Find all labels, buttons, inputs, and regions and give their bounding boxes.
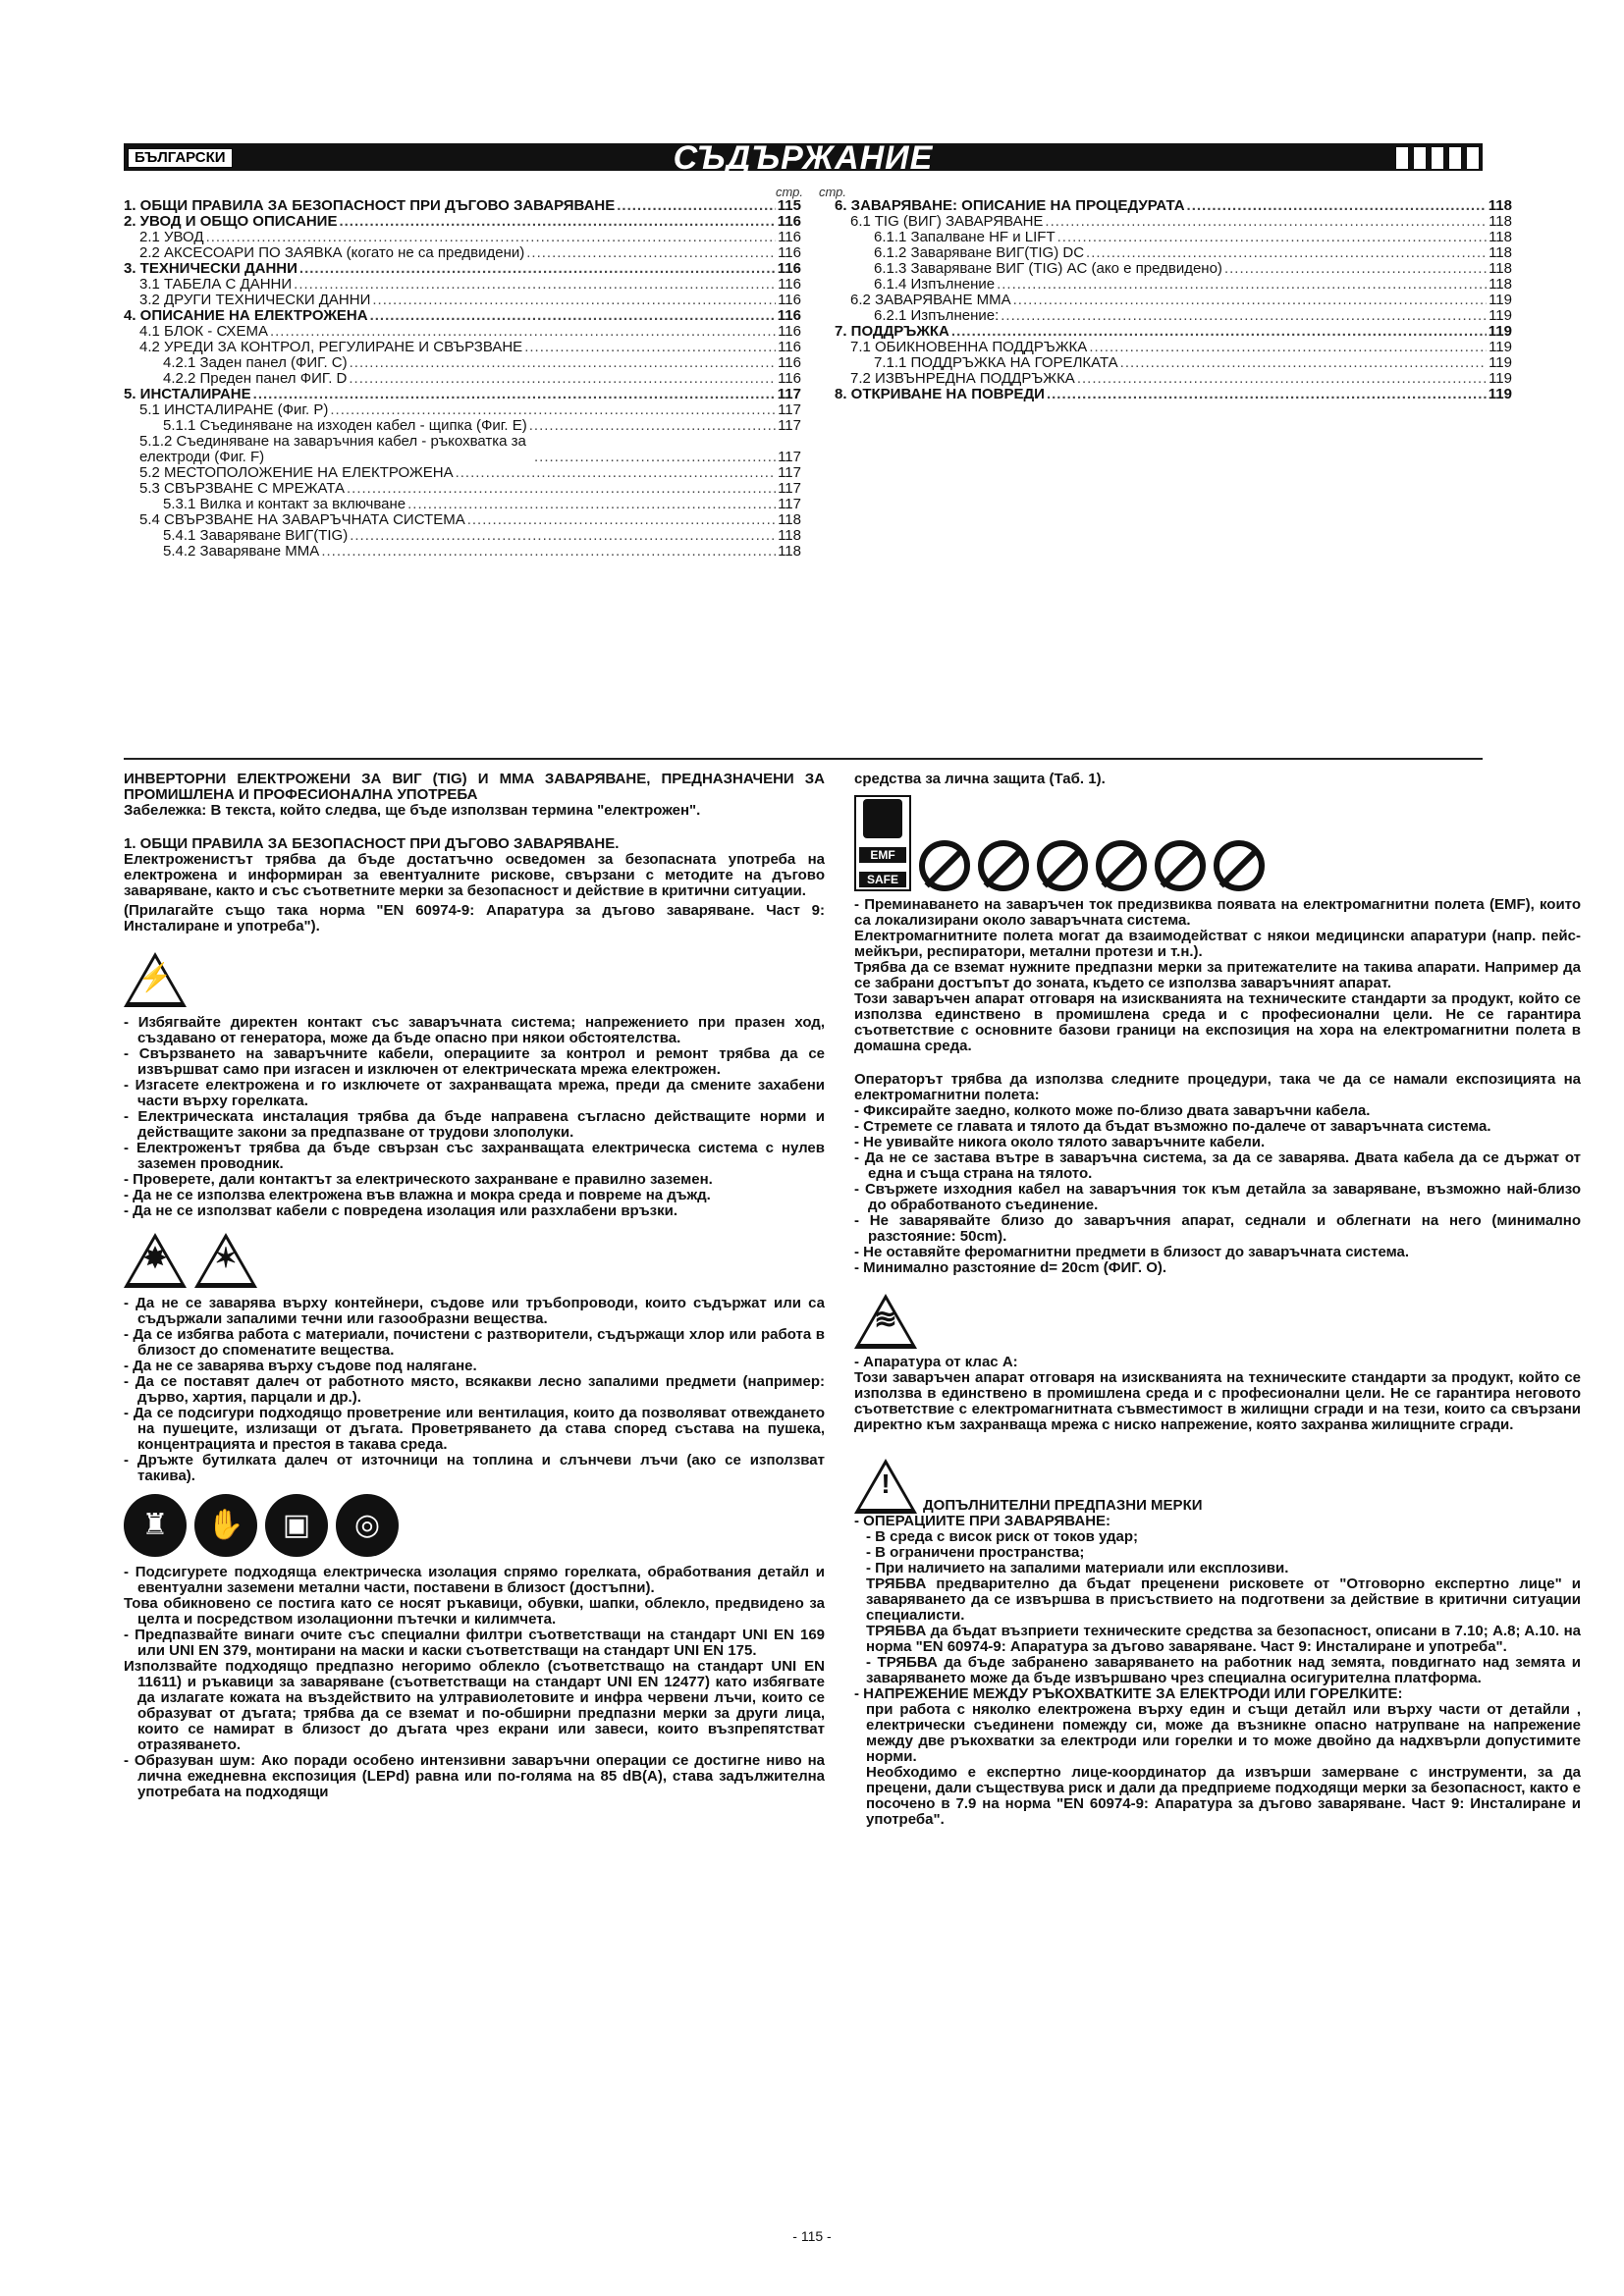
toc-entry <box>124 402 801 418</box>
toc-entry-page: 118 <box>778 527 801 544</box>
toc-entry-title: 3.2 ДРУГИ ТЕХНИЧЕСКИ ДАННИ <box>139 292 371 308</box>
header-bar <box>124 139 1483 177</box>
toc-entry <box>835 371 1512 387</box>
ops-paragraph: ТРЯБВА да бъдат възприети техническите средства за безопасност, описани в 7.10; A.8; A.10. на норма "EN 60974-9: Апаратура за дъговo заваряване. Част 9: Инсталиране и употреба". <box>866 1623 1581 1655</box>
toc-entry-page: 119 <box>1489 292 1512 308</box>
voltage-paragraph: Необходимо е експертно лице-координатор да извърши замерване с инструменти, за да прецени, дали съществува риск и дали да предприеме подходящи мерки за безопасност, както е посочено в 7.9 на норма "EN 60974-9: Апаратура за дъгово заваряване. Част 9: Инсталиране и употреба". <box>866 1764 1581 1828</box>
flammable-icon: ✶ <box>194 1233 257 1288</box>
toc-entry-title: 5.3.1 Вилка и контакт за включване <box>163 496 406 512</box>
class-a-icons <box>854 1294 1581 1349</box>
no-pacemaker-icon <box>919 840 970 891</box>
toc-entry-title: 6.1.4 Изпълнение <box>874 276 996 293</box>
safety-bullet: - Да не се използват кабели с повредена изолация или разхлабени връзки. <box>124 1202 677 1219</box>
toc-entry-title: 5. ИНСТАЛИРАНЕ <box>124 386 251 402</box>
ops-items <box>854 1529 1581 1576</box>
exclamation-warning-icon: ! <box>854 1459 917 1514</box>
safety-bullet: - Да не се заварява върху съдове под налягане. <box>124 1358 477 1374</box>
toc-left <box>124 198 801 560</box>
safety-bullet: - Проверете, дали контактът за електрическото захранване е правилно заземен. <box>124 1171 713 1188</box>
toc-entry-page: 119 <box>1488 323 1512 340</box>
toc-entry <box>124 261 801 277</box>
operator-bullet: - Свържете изходния кабел на заваръчния ток към детайла за заваряване, възможно най-близо до обработваното съединение. <box>854 1181 1581 1213</box>
toc-entry-title: 6.1.2 Заваряване ВИГ(TIG) DC <box>874 244 1085 261</box>
toc-entry <box>835 308 1512 324</box>
toc-entry <box>835 214 1512 230</box>
toc-entry-page: 117 <box>778 464 801 481</box>
safety-bullet: - Да не се заварява върху контейнери, съдове или тръбопроводи, които съдържат или са съдържали запалими течни или газообразни вещества. <box>124 1295 825 1327</box>
toc-entry-title: 4.2.1 Заден панел (ФИГ. C) <box>163 354 348 371</box>
toc-entry-title: 4. ОПИСАНИЕ НА ЕЛЕКТРОЖЕНА <box>124 307 368 324</box>
toc-entry-title: 6.1.1 Запалване HF и LIFT <box>874 229 1056 245</box>
toc-entry-page: 116 <box>777 307 801 324</box>
toc-entry-title: 6.1 TIG (ВИГ) ЗАВАРЯВАНЕ <box>850 213 1044 230</box>
no-metal-implants-icon <box>978 840 1029 891</box>
safety-bullet: - Да се поставят далеч от работното място, всякакви лесно запалими предмети (например: дърво, хартия, парцали и др.). <box>124 1373 825 1406</box>
emf-paragraph: Този заваръчен апарат отговаря на изискванията на техническите стандарти за продукт, който се използва единствено в промишлена среда и с професионални цели. Не се гарантира съответствие с основните базови граници на експозиция на хора на електромагнитни полета в домашна среда. <box>854 990 1581 1054</box>
operator-bullet: - Не заварявайте близо до заваръчния апарат, седнали и облегнати на него (минимално разстояние: 50cm). <box>854 1212 1581 1245</box>
toc-entry <box>124 497 801 512</box>
toc-page-label-right: стр. <box>819 185 847 199</box>
no-credit-card-icon <box>1096 840 1147 891</box>
toc-entry-title: 6. ЗАВАРЯВАНЕ: ОПИСАНИЕ НА ПРОЦЕДУРАТА <box>835 197 1185 214</box>
toc-entry-page: 116 <box>778 354 801 371</box>
toc-entry-title: 3.1 ТАБЕЛА С ДАННИ <box>139 276 293 293</box>
emf-paragraph: Електромагнитните полета могат да взаимодействат с някои медицински апаратури (напр. пейс-мейкъри, респиратори, метални протези и т.н.). <box>854 928 1581 960</box>
toc-entry <box>124 418 801 434</box>
safety-bullet: - Електрическата инсталация трябва да бъде направена съгласно действащите норми и действащите закони за предпазване от трудови злополуки. <box>124 1108 825 1141</box>
emf-text <box>854 897 1581 1054</box>
toc-entry <box>835 198 1512 214</box>
safety-bullet: - Избягвайте директен контакт със заваръчната система; напрежението при празен ход, създавано от генератора, може да бъде опасно при някои обстоятелства. <box>124 1014 825 1046</box>
toc-entry <box>124 245 801 261</box>
safety-bullet: Това обикновено се постига като се носят ръкавици, обувки, шапки, облекло, предвидено за целта и посредством изолационни пътечки и килимчета. <box>124 1595 825 1628</box>
emf-warning-icon: ≋ <box>854 1294 917 1349</box>
toc-entry <box>835 387 1512 402</box>
toc-entry-page: 117 <box>778 417 801 434</box>
toc-entry-title: 5.2 МЕСТОПОЛОЖЕНИЕ НА ЕЛЕКТРОЖЕНА <box>139 464 454 481</box>
voltage-paragraph: при работа с няколко електрожена върху един и същи детайл или върху части от детайли , електрически съединени помежду си, може да възникне опасно натрупване на напрежение между две ръкохватки за електроди или горелки и то може двойно да надхвърли допустимите норми. <box>866 1701 1581 1765</box>
toc-entry-page: 115 <box>777 197 801 214</box>
ops-item: - В среда с висок риск от токов удар; <box>866 1528 1139 1545</box>
toc-entry <box>124 544 801 560</box>
toc-page-label-left: стр. <box>776 185 804 199</box>
toc-entry-page: 119 <box>1488 386 1512 402</box>
safety-bullet: - Да се подсигури подходящо проветрение или вентилация, които да позволяват отвеждането на пушеците, излизащи от дъгата. Проветряването да става според състава на пушека, концентрацията и престоя в такава среда. <box>124 1405 825 1453</box>
toc-entry-title: 5.1 ИНСТАЛИРАНЕ (Фиг. P) <box>139 401 329 418</box>
toc-entry-page: 118 <box>1489 276 1512 293</box>
electric-bullets <box>124 1015 825 1219</box>
toc-entry-title: 5.4.2 Заваряване MMA <box>163 543 320 560</box>
fire-bullets <box>124 1296 825 1484</box>
no-hearing-aid-icon <box>1155 840 1206 891</box>
toc-entry <box>124 355 801 371</box>
toc-entry-title: 5.3 СВЪРЗВАНЕ С МРЕЖАТА <box>139 480 345 497</box>
operator-bullet: - Да не се застава вътре в заваръчна система, за да се заварява. Двата кабела да се държат от една и съща страна на тялото. <box>854 1149 1581 1182</box>
toc-entry <box>124 324 801 340</box>
safety-bullet: - Образуван шум: Ако поради особено интензивни заваръчни операции се достигне ниво на лична ежедневна експозиция (LEPd) равна или по-голяма на 85 dB(A), става задължителна употребата на подходящи <box>124 1752 825 1800</box>
toc-entry-title: 2.1 УВОД <box>139 229 204 245</box>
toc-entry-page: 116 <box>778 229 801 245</box>
toc-entry-title: 6.2 ЗАВАРЯВАНЕ MMA <box>850 292 1011 308</box>
left-column <box>124 772 825 1800</box>
toc-entry <box>835 261 1512 277</box>
class-a-text: Този заваръчен апарат отговаря на изискванията на техническите стандарти за продукт, който се използва в единствено в промишлена среда и с професионални цели. Не се гарантира неговото съответствие с електромагнитната съвместимост в жилищни сгради и на тези, които са свързани директно към захранваща мрежа с ниско напрежение, която захранва жилищните сгради. <box>854 1369 1581 1433</box>
extra-precautions-header <box>854 1459 1581 1514</box>
toc-entry-title: 5.4.1 Заваряване ВИГ(TIG) <box>163 527 349 544</box>
toc-entry <box>124 481 801 497</box>
section-divider <box>124 758 1483 760</box>
toc-entry-title: 7.2 ИЗВЪНРЕДНА ПОДДРЪЖКА <box>850 370 1075 387</box>
toc-entry-title: 4.2 УРЕДИ ЗА КОНТРОЛ, РЕГУЛИРАНЕ И СВЪРЗВАНЕ <box>139 339 523 355</box>
toc-entry-page: 118 <box>778 511 801 528</box>
ops-paragraphs <box>854 1576 1581 1686</box>
toc-entry-page: 119 <box>1489 307 1512 324</box>
safety-bullet: - Предпазвайте винаги очите със специални филтри съответстващи на стандарт UNI EN 169 или UNI EN 379, монтирани на маски и каски съответстващи на стандарт UNI EN 175. <box>124 1627 825 1659</box>
emf-paragraph: - Преминаването на заваръчен ток предизвиква появата на електромагнитни полета (EMF), които са локализирани около заваръчната система. <box>854 896 1581 929</box>
toc-entry <box>835 245 1512 261</box>
safety-bullet: - Подсигурете подходяща електрическа изолация спрямо горелката, обработвания детайл и евентуални заземени метални части, поставени в близост (достъпни). <box>124 1564 825 1596</box>
safety-bullet: - Да се избягва работа с материали, почистени с разтворители, съдържащи хлор или работа в близост до споменатите вещества. <box>124 1326 825 1359</box>
no-watch-icon <box>1037 840 1088 891</box>
toc-entry-page: 119 <box>1489 354 1512 371</box>
operator-intro: Операторът трябва да използва следните процедури, така че да се намали експозицията на електромагнитни полета: <box>854 1071 1581 1103</box>
toc-entry-title: 5.1.1 Съединяване на изходен кабел - щипка (Фиг. E) <box>163 417 527 434</box>
safety-bullet: - Свързването на заваръчните кабели, операциите за контрол и ремонт трябва да се извършват само при изгасен и изключен от електрическата мрежа електрожен. <box>124 1045 825 1078</box>
toc-entry <box>835 355 1512 371</box>
toc-entry-page: 117 <box>778 480 801 497</box>
safety-bullet: - Изгасете електрожена и го изключете от захранващата мрежа, преди да смените захабени части върху горелката. <box>124 1077 825 1109</box>
toc-entry <box>835 340 1512 355</box>
toc-entry-title: 4.2.2 Преден панел ФИГ. D <box>163 370 348 387</box>
toc-entry-title: 6.1.3 Заваряване ВИГ (TIG) AC (ако е предвидено) <box>874 260 1222 277</box>
ppe-bullets <box>124 1565 825 1800</box>
toc-entry-title: 8. ОТКРИВАНЕ НА ПОВРЕДИ <box>835 386 1045 402</box>
toc-right <box>835 198 1512 402</box>
safety-bullet: - Електроженът трябва да бъде свързан със захранващата електрическа система с нулев заземен проводник. <box>124 1140 825 1172</box>
gloves-icon: ✋ <box>194 1494 257 1557</box>
operator-bullet: - Минимално разстояние d= 20cm (ФИГ. O). <box>854 1259 1167 1276</box>
welding-mask-icon: ▣ <box>265 1494 328 1557</box>
toc-entry-page: 116 <box>777 260 801 277</box>
toc-entry-page: 118 <box>1489 244 1512 261</box>
toc-entry <box>835 230 1512 245</box>
toc-entry-title: 7. ПОДДРЪЖКА <box>835 323 949 340</box>
ops-paragraph: ТРЯБВА предварително да бъдат преценени рисковете от "Отговорно експертно лице" и заваряването да се извършва в присъствието на подготвени за действие в критични ситуации специалисти. <box>866 1575 1581 1624</box>
toc-entry-title: 7.1.1 ПОДДРЪЖКА НА ГОРЕЛКАТА <box>874 354 1118 371</box>
toc-entry-page: 118 <box>1489 213 1512 230</box>
emf-icons <box>854 795 1581 891</box>
section1-title: 1. ОБЩИ ПРАВИЛА ЗА БЕЗОПАСНОСТ ПРИ ДЪГОВО ЗАВАРЯВАНЕ. <box>124 835 620 852</box>
no-electronic-device-icon <box>1214 840 1265 891</box>
ops-item: - При наличието на запалими материали или експлозиви. <box>866 1560 1289 1576</box>
explosion-icon: ✸ <box>124 1233 187 1288</box>
toc-entry <box>124 434 801 465</box>
toc-entry <box>124 512 801 528</box>
toc-entry <box>124 528 801 544</box>
main-heading: ИНВЕРТОРНИ ЕЛЕКТРОЖЕНИ ЗА ВИГ (TIG) И MMA ЗАВАРЯВАНЕ, ПРЕДНАЗНАЧЕНИ ЗА ПРОМИШЛЕНА И ПРОФЕСИОНАЛНА УПОТРЕБА <box>124 771 825 803</box>
toc-entry-page: 119 <box>1489 339 1512 355</box>
operator-bullet: - Не увивайте никога около тялото заваръчните кабели. <box>854 1134 1266 1150</box>
toc-entry <box>835 277 1512 293</box>
toc-entry-page: 116 <box>778 339 801 355</box>
toc-entry <box>124 340 801 355</box>
safety-bullet: - Да не се използва електрожена във влажна и мокра среда и повреме на дъжд. <box>124 1187 711 1203</box>
page-number: - 115 - <box>792 2228 832 2244</box>
toc-entry <box>124 465 801 481</box>
operator-bullets <box>854 1103 1581 1276</box>
electric-warning-icons <box>124 952 825 1007</box>
note: Забележка: В текста, който следва, ще бъде използван термина "електрожен". <box>124 802 701 819</box>
right-column <box>854 772 1581 1828</box>
toc-entry-page: 116 <box>778 370 801 387</box>
operator-bullet: - Стремете се главата и тялото да бъдат възможно по-далече от заваръчната система. <box>854 1118 1491 1135</box>
operator-bullet: - Фиксирайте заедно, колкото може по-близо двата заваръчни кабела. <box>854 1102 1371 1119</box>
toc-entry <box>835 293 1512 308</box>
toc-entry-page: 116 <box>778 244 801 261</box>
emf-paragraph: Трябва да се вземат нужните предпазни мерки за притежателите на такива апарати. Например да се забрани достъпът до зоната, където се използва заваръчният апарат. <box>854 959 1581 991</box>
toc-entry-page: 118 <box>1489 260 1512 277</box>
safety-bullet: - Дръжте бутилката далеч от източници на топлина и слънчеви лъчи (ако се използват такива). <box>124 1452 825 1484</box>
toc-entry-title: 5.4 СВЪРЗВАНЕ НА ЗАВАРЪЧНАТА СИСТЕМА <box>139 511 465 528</box>
toc-entry-page: 117 <box>778 496 801 512</box>
toc-entry-page: 118 <box>1488 197 1512 214</box>
page-title: СЪДЪРЖАНИЕ <box>673 139 934 177</box>
ops-title: - ОПЕРАЦИИТЕ ПРИ ЗАВАРЯВАНЕ: <box>854 1513 1111 1529</box>
ear-protection-icon: ◎ <box>336 1494 399 1557</box>
voltage-paragraphs <box>854 1702 1581 1828</box>
extra-precautions-title: ДОПЪЛНИТЕЛНИ ПРЕДПАЗНИ МЕРКИ <box>923 1497 1203 1514</box>
toc-entry-title: 7.1 ОБИКНОВЕННА ПОДДРЪЖКА <box>850 339 1088 355</box>
section1-intro: Електроженистът трябва да бъде достатъчно осведомен за безопасната употреба на електрожена и информиран за евентуалните рискове, свързани с методите на дъгово заваряване, както и със съответните мерки за безопасност и действие в критични ситуации. <box>124 851 825 899</box>
norm-note: (Прилагайте също така норма "EN 60974-9: Апаратура за дъгово заваряване. Част 9: Инсталиране и употреба"). <box>124 902 825 934</box>
high-voltage-icon: ⚡ <box>124 952 187 1007</box>
toc-entry-page: 117 <box>778 401 801 418</box>
toc-entry <box>124 308 801 324</box>
toc-entry-page: 116 <box>778 323 801 340</box>
toc-entry-title: 1. ОБЩИ ПРАВИЛА ЗА БЕЗОПАСНОСТ ПРИ ДЪГОВО ЗАВАРЯВАНЕ <box>124 197 616 214</box>
toc-entry-title: 2. УВОД И ОБЩО ОПИСАНИЕ <box>124 213 338 230</box>
ppe-icons <box>124 1494 825 1557</box>
language-tag: БЪЛГАРСКИ <box>128 148 233 168</box>
protective-suit-icon: ♜ <box>124 1494 187 1557</box>
toc-entry-page: 118 <box>778 543 801 560</box>
ppe-continuation: средства за лична защита (Таб. 1). <box>854 771 1106 787</box>
toc-entry-page: 119 <box>1489 370 1512 387</box>
class-a-title: - Апаратура от клас A: <box>854 1354 1018 1370</box>
toc-entry <box>124 214 801 230</box>
toc-entry-page: 117 <box>777 386 801 402</box>
toc-entry-title: 2.2 АКСЕСОАРИ ПО ЗАЯВКА (когато не са предвидени) <box>139 244 525 261</box>
toc-entry <box>124 371 801 387</box>
toc-entry-page: 118 <box>1489 229 1512 245</box>
toc-entry <box>124 230 801 245</box>
toc-entry-title: 5.1.2 Съединяване на заваръчния кабел - ръкохватка за електроди (Фиг. F) <box>139 433 526 465</box>
toc-entry <box>124 277 801 293</box>
toc-entry <box>124 293 801 308</box>
emf-safe-icon: EMF SAFE <box>854 795 911 891</box>
toc-entry-title: 3. ТЕХНИЧЕСКИ ДАННИ <box>124 260 298 277</box>
toc-entry-page: 117 <box>778 449 801 465</box>
decor-blocks <box>1396 147 1479 169</box>
toc-entry-page: 116 <box>778 292 801 308</box>
ops-paragraph: - ТРЯБВА да бъде забранено заваряването на работник над земята, повдигнато над земята и заваряването може да бъде извършвано чрез специална осигурителна платформа. <box>866 1654 1581 1686</box>
ops-item: - В ограничени пространства; <box>866 1544 1085 1561</box>
fire-warning-icons <box>124 1233 825 1288</box>
toc-entry-title: 4.1 БЛОК - СХЕМА <box>139 323 268 340</box>
safety-bullet: Използвайте подходящо предпазно негоримо облекло (съответстващо на стандарт UNI EN 11611) и ръкавици за заваряване (съответстващи на стандарт UNI EN 12477) като избягвате да излагате кожата на въздействито на ултравиолетовите и инфра червени лъчи, които се образуват от дъгата; трябва да се вземат и по-обширни предпазни мерки за други лица, които се намират в близост до дъгата чрез екрани или завеси, които възпрепятстват отразяването. <box>124 1658 825 1753</box>
operator-bullet: - Не оставяйте феромагнитни предмети в близост до заваръчната система. <box>854 1244 1409 1260</box>
toc-entry <box>835 324 1512 340</box>
toc-entry <box>124 387 801 402</box>
voltage-title: - НАПРЕЖЕНИЕ МЕЖДУ РЪКОХВАТКИТЕ ЗА ЕЛЕКТРОДИ ИЛИ ГОРЕЛКИТЕ: <box>854 1685 1403 1702</box>
toc-entry-page: 116 <box>777 213 801 230</box>
toc-entry <box>124 198 801 214</box>
toc-entry-title: 6.2.1 Изпълнение: <box>874 307 1000 324</box>
toc-entry-page: 116 <box>778 276 801 293</box>
